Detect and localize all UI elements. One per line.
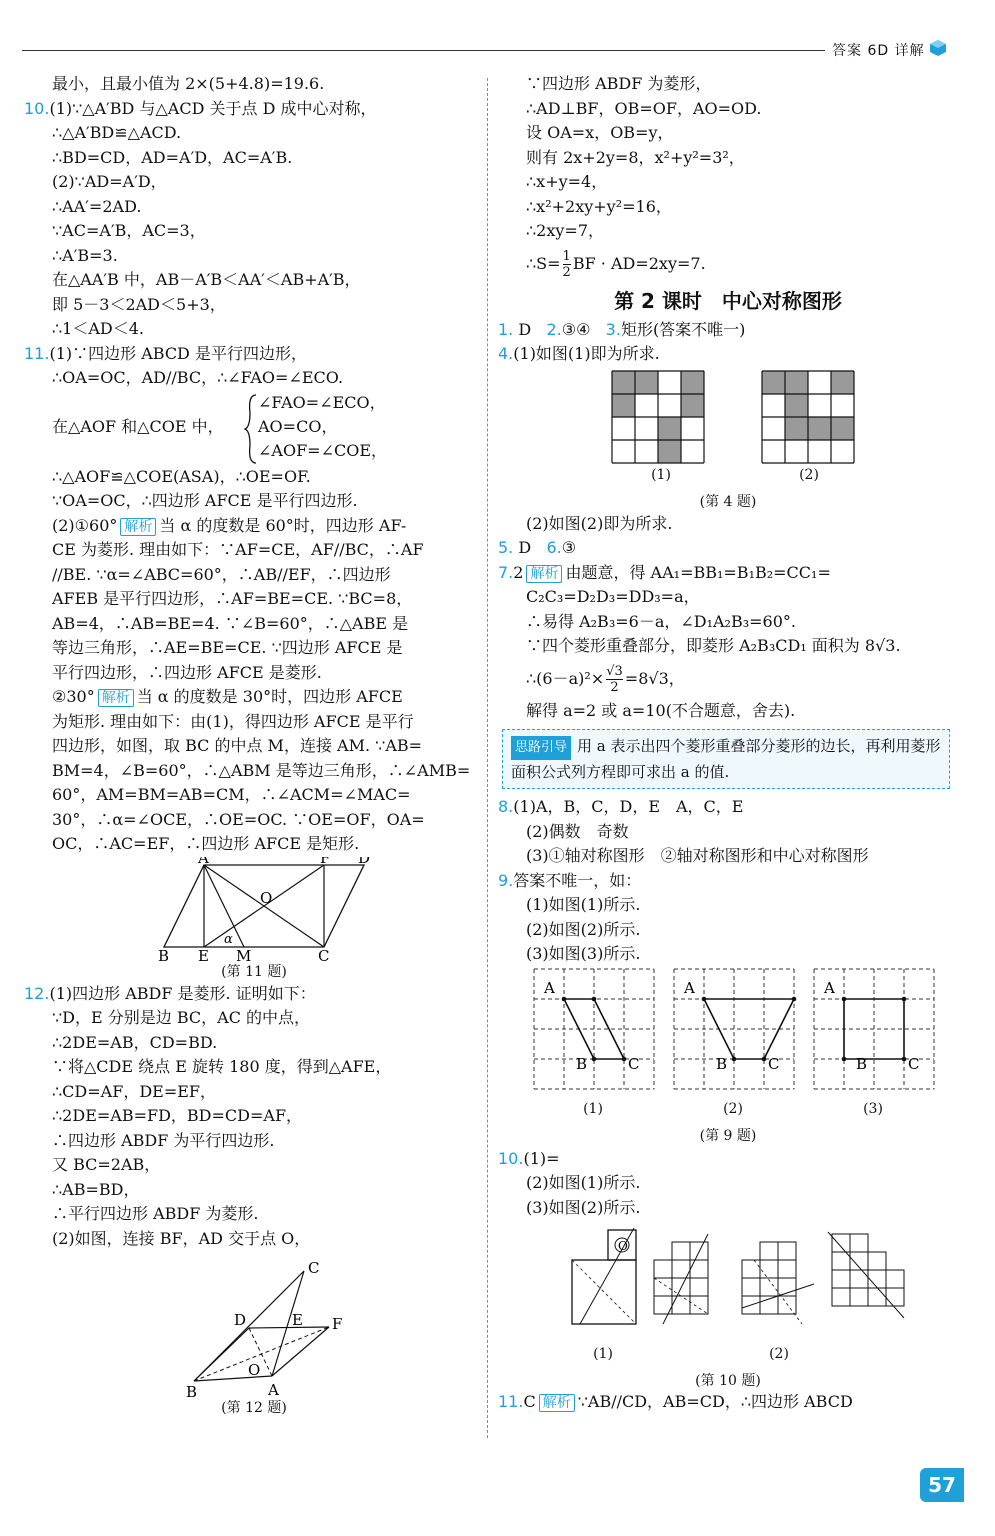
answers-5-6 [498,536,958,561]
label-M: M [236,946,252,962]
text-line: ∵D，E 分别是边 BC，AC 的中点， [52,1008,311,1027]
label-F: F [332,1315,343,1333]
shaded-cell [831,417,854,440]
text-line: ∴平行四边形 ABDF 为菱形. [52,1204,259,1223]
grid-cell [868,1288,886,1306]
denominator: 2 [610,679,619,695]
equation [498,659,958,699]
question-number: 4. [498,344,514,363]
figure-caption: (第 4 题) [699,493,757,510]
formula-text: =8√3， [624,668,685,688]
question-11 [24,342,484,982]
grid-cell [690,1260,708,1278]
grid-cell [886,1270,904,1288]
shaded-cell [808,417,831,440]
grid-cell [868,1270,886,1288]
text-line: ∴AA′=2AD. [52,196,142,216]
question-number: 12. [24,983,50,1003]
text-line: (2)如图，连接 BF，AD 交于点 O， [52,1228,311,1248]
text-line: ∴四边形 ABDF 为平行四边形. [52,1130,275,1150]
text-line: 设 OA=x，OB=y， [526,123,674,142]
grid-cell [850,1234,868,1252]
figure-caption: (第 11 题) [221,963,287,980]
grid-cell [886,1288,904,1306]
text-line: OC，∴AC=EF，∴四边形 AFCE 是矩形. [52,834,360,853]
text-line: ∵OA=OC，∴四边形 AFCE 是平行四边形. [52,491,358,510]
text-line: ∴OA=OC，AD//BC，∴∠FAO=∠ECO. [52,368,344,387]
answers-1-3 [498,318,958,343]
text-line: ∵四个菱形重叠部分，即菱形 A₂B₃CD₁ 面积为 8√3. [526,636,901,655]
label-E: E [292,1311,303,1329]
grid-cell [742,1260,760,1278]
vertex-dot [762,1056,767,1061]
label-C: C [308,1259,320,1277]
figure-subcaption: (1) [651,466,671,483]
text-line: C₂C₃=D₂D₃=DD₃=a， [526,587,700,606]
rhombus-diagram [24,1251,484,1401]
hint-tag: 思路引导 [511,736,571,760]
figure-9 [498,967,958,1147]
label-B: B [856,1054,868,1073]
text-line: ∴x²+2xy+y²=16， [526,196,672,216]
analysis-tag: 解析 [120,518,156,536]
shaded-cell [635,371,658,394]
grid-cell [832,1234,850,1252]
question-number: 1. [498,319,514,339]
text-line: ∴△A′BD≌△ACD. [52,123,182,142]
question-number: 5. [498,538,514,557]
shaded-cell [681,394,704,417]
label-A: A [824,978,835,997]
grid-cell [742,1278,760,1296]
question-number: 10. [24,98,50,118]
text-line: 最小，且最小值为 2×(5+4.8)=19.6. [52,74,325,93]
text-line: 答案不唯一，如： [513,870,642,890]
text-line: 即 5－3＜2AD＜5+3， [52,294,226,314]
text-line: (1)A，B，C，D，E A，C，E [513,797,744,816]
grid-cell [654,1278,672,1296]
answer-text: D [518,538,532,557]
grid-cell [672,1242,690,1260]
header-title: 答案 6D 详解 [832,43,925,59]
label-B: B [716,1054,728,1073]
figure-caption: (第 9 题) [699,1127,757,1144]
label-A: A [544,978,555,997]
text-line: 解得 a=2 或 a=10(不合题意，舍去). [526,700,796,720]
brace-system [24,391,484,465]
numerator: √3 [606,663,623,679]
grid-cell [850,1270,868,1288]
text-line: 四边形，如图，取 BC 的中点 M，连接 AM. ∵AB= [52,736,423,755]
area-formula [498,244,958,284]
label-C: C [768,1054,780,1073]
text-line: 60°，AM=BM=AB=CM，∴∠ACM=∠MAC= [52,785,411,804]
label-alpha: α [224,931,233,947]
question-8 [498,795,958,869]
question-7 [498,561,958,724]
question-number: 11. [24,343,50,363]
answer-text: D [518,319,532,339]
hint-text: 用 a 表示出四个菱形重叠部分菱形的边长，再利用菱形面积公式列方程即可求出 a 的值. [511,737,941,781]
label-A: A [198,856,209,867]
text-line: ②30° [52,687,95,706]
grid-figures-9 [498,967,958,1107]
grid-cell [760,1278,778,1296]
vertex-dot [592,1056,597,1061]
text-line: 当 α 的度数是 30°时，四边形 AFCE [136,687,403,706]
analysis-tag: 解析 [98,689,134,707]
dash-line [572,1260,636,1324]
figure-subcaption: (3) [863,1100,883,1117]
label-B: B [186,1383,198,1401]
text-line: 30°，∴α=∠OCE，∴OE=OC. ∵OE=OF，OA= [52,809,425,829]
text-line: ∴2DE=AB，CD=BD. [52,1032,218,1052]
text-line: ∴2DE=AB=FD，BD=CD=AF， [52,1106,303,1125]
grid-cell [672,1296,690,1314]
text-line: (1)= [523,1148,560,1168]
text-line: ∴CD=AF，DE=EF， [52,1081,217,1101]
text-line: ∴2xy=7， [526,221,605,240]
grid-cell [690,1278,708,1296]
formula-text: ∴S= [526,253,561,273]
fraction [563,249,571,280]
text-line: 等边三角形，∴AE=BE=CE. ∵四边形 AFCE 是 [52,638,403,657]
vertex-dot [702,996,707,1001]
text-line: ∴AB=BD， [52,1179,140,1199]
text-line: AB=4，∴AB=BE=4. ∵∠B=60°，∴△ABE 是 [52,613,409,633]
shaded-cell [658,440,681,463]
right-column [498,72,958,1415]
question-number: 11. [498,1392,524,1411]
question-number: 3. [605,319,621,339]
shaded-cell [762,371,785,394]
label-F: F [320,856,331,867]
text-line: ∵AB//CD，AB=CD，∴四边形 ABCD [577,1392,853,1411]
figure-subcaption: (1) [583,1100,603,1117]
question-12 [24,982,484,1422]
text-line: (2)如图(2)所示. [526,919,641,939]
figure-caption: (第 12 题) [221,1400,287,1416]
text-line: 又 BC=2AB， [52,1155,161,1174]
text-line: (2)如图(2)即为所求. [526,513,673,533]
answer-text: C [523,1392,536,1411]
grid-cell [778,1242,796,1260]
text-line: BM=4，∠B=60°，∴△ABM 是等边三角形，∴∠AMB= [52,760,471,780]
header-rule [22,50,825,51]
shaded-cell [785,417,808,440]
answer-text: 2 [513,562,524,582]
shaded-cell [785,394,808,417]
grid-figures-4 [498,367,958,487]
analysis-tag: 解析 [526,565,562,583]
figure-12 [24,1251,484,1421]
vertex-dot [622,1056,627,1061]
figure-4 [498,367,958,512]
figure-caption: (第 10 题) [695,1373,761,1389]
text-line: 为矩形. 理由如下：由(1)，得四边形 AFCE 是平行 [52,711,414,731]
text-line: 则有 2x+2y=8，x²+y²=3²， [526,147,745,167]
question-number: 9. [498,870,514,890]
text-line: 由题意，得 AA₁=BB₁=B₁B₂=CC₁= [565,562,831,582]
text-line: ∴A′B=3. [52,245,118,265]
grid-cell [778,1260,796,1278]
left-column [24,72,484,1421]
text-line: (1)如图(1)所示. [526,895,641,914]
label-A: A [684,978,695,997]
brace-item: ∠AOF=∠COE， [258,440,388,460]
shaded-cell [612,394,635,417]
grid-cell [832,1288,850,1306]
text-line: 在△AA′B 中，AB－A′B＜AA′＜AB+A′B， [52,270,361,289]
text-line: ∵将△CDE 绕点 E 旋转 180 度，得到△AFE， [52,1057,392,1076]
text-line: (2)偶数 奇数 [526,821,629,841]
text-line: //BE. ∵α=∠ABC=60°，∴AB//EF，∴四边形 [52,564,391,584]
text-line: (1)如图(1)即为所求. [513,344,660,363]
text-line: ∴1＜AD＜4. [52,319,145,338]
answer-text: 矩形(答案不唯一) [620,319,746,339]
label-C: C [318,946,330,962]
vertex-dot [842,996,847,1001]
shaded-cell [831,371,854,394]
question-number: 6. [546,538,562,557]
parallelogram-diagram [24,857,484,962]
page-number: 57 [920,1468,964,1502]
vertex-dot [562,996,567,1001]
question-10-right [498,1147,958,1391]
figure-subcaption: (2) [799,466,819,483]
vertex-dot [842,1056,847,1061]
brace-lead: 在△AOF 和△COE 中， [52,416,224,436]
text-line: (1)∵四边形 ABCD 是平行四边形， [49,343,307,363]
label-D: D [234,1311,247,1329]
answer-text: ③ [561,538,577,557]
numerator: 1 [562,248,571,264]
text-line: (3)如图(3)所示. [526,944,641,963]
question-number: 7. [498,562,514,582]
text-line: 当 α 的度数是 60°时，四边形 AF- [159,515,407,535]
figure-subcaption: (2) [769,1346,789,1362]
section-title: 第 2 课时 中心对称图形 [614,288,842,313]
figure-10 [498,1220,958,1390]
denominator: 2 [562,264,571,280]
shaded-cell [785,371,808,394]
text-line: AFEB 是平行四边形，∴AF=BE=CE. ∵BC=8， [52,589,413,608]
text-line: (3)如图(2)所示. [526,1197,641,1217]
label-C: C [908,1054,920,1073]
label-O: O [248,1361,261,1379]
vertex-dot [592,996,597,1001]
vertex-dot [792,996,797,1001]
question-number: 10. [498,1148,524,1168]
figure-11 [24,857,484,982]
grid-cell [832,1270,850,1288]
formula-text: ∴(6－a)²× [526,668,605,688]
grid-cell [690,1296,708,1314]
grid-figures-10 [498,1220,958,1344]
text-line: ∴AD⊥BF，OB=OF，AO=OD. [526,98,762,118]
brace-item: ∠FAO=∠ECO， [258,392,386,412]
shaded-cell [658,417,681,440]
text-line: (1)四边形 ABDF 是菱形. 证明如下： [49,983,316,1003]
brace-symbol [244,393,258,465]
label-B: B [158,946,170,962]
label-A: A [268,1381,279,1399]
text-line: (2)∵AD=A′D， [52,172,167,191]
grid-cell [868,1252,886,1270]
grid-cell [654,1260,672,1278]
text-line: ∴BD=CD，AD=A′D，AC=A′B. [52,147,293,167]
formula-text: BF · AD=2xy=7. [572,253,706,273]
answer-text: ③④ [561,319,591,339]
page-header [0,40,995,70]
label-C: C [628,1054,640,1073]
label-O: O [260,888,273,907]
text-line: (1)∵△A′BD 与△ACD 关于点 D 成中心对称， [49,98,377,118]
brace-item: AO=CO， [258,416,338,436]
question-number: 8. [498,797,514,816]
question-9 [498,869,958,1147]
question-number: 2. [546,319,562,339]
vertex-dot [902,1056,907,1061]
shaded-cell [612,371,635,394]
text-line: CE 为菱形. 理由如下：∵AF=CE，AF//BC，∴AF [52,540,424,559]
text-line: ∴易得 A₂B₃=6－a，∠D₁A₂B₃=60°. [526,611,796,631]
text-line: ∵AC=A′B，AC=3， [52,221,206,240]
text-line: (2)如图(1)所示. [526,1173,641,1192]
grid-cell [760,1242,778,1260]
fraction [606,664,623,695]
figure-subcaption: (1) [593,1346,613,1362]
symmetry-line [828,1232,904,1318]
label-O: O [618,1239,628,1253]
text-line: 平行四边形，∴四边形 AFCE 是菱形. [52,662,322,682]
cube-icon [928,38,948,58]
grid-cell [760,1260,778,1278]
text-line: (2)①60° [52,515,118,535]
figure-subcaption: (2) [723,1100,743,1117]
label-D: D [358,856,371,867]
hint-box [502,729,950,789]
text-line: ∴△AOF≌△COE(ASA)，∴OE=OF. [52,466,311,486]
analysis-tag: 解析 [539,1394,575,1412]
symmetry-line [663,1234,708,1324]
text-line: ∴x+y=4， [526,172,608,191]
label-E: E [198,946,209,962]
question-10 [24,97,484,342]
grid-cell [778,1296,796,1314]
grid-cell [850,1288,868,1306]
vertex-dot [732,1056,737,1061]
column-divider [487,78,488,1438]
grid-cell [832,1252,850,1270]
label-B: B [576,1054,588,1073]
shaded-cell [681,371,704,394]
text-line: ∵四边形 ABDF 为菱形， [526,74,712,93]
text-line: (3)①轴对称图形 ②轴对称图形和中心对称图形 [526,846,869,865]
vertex-dot [902,996,907,1001]
